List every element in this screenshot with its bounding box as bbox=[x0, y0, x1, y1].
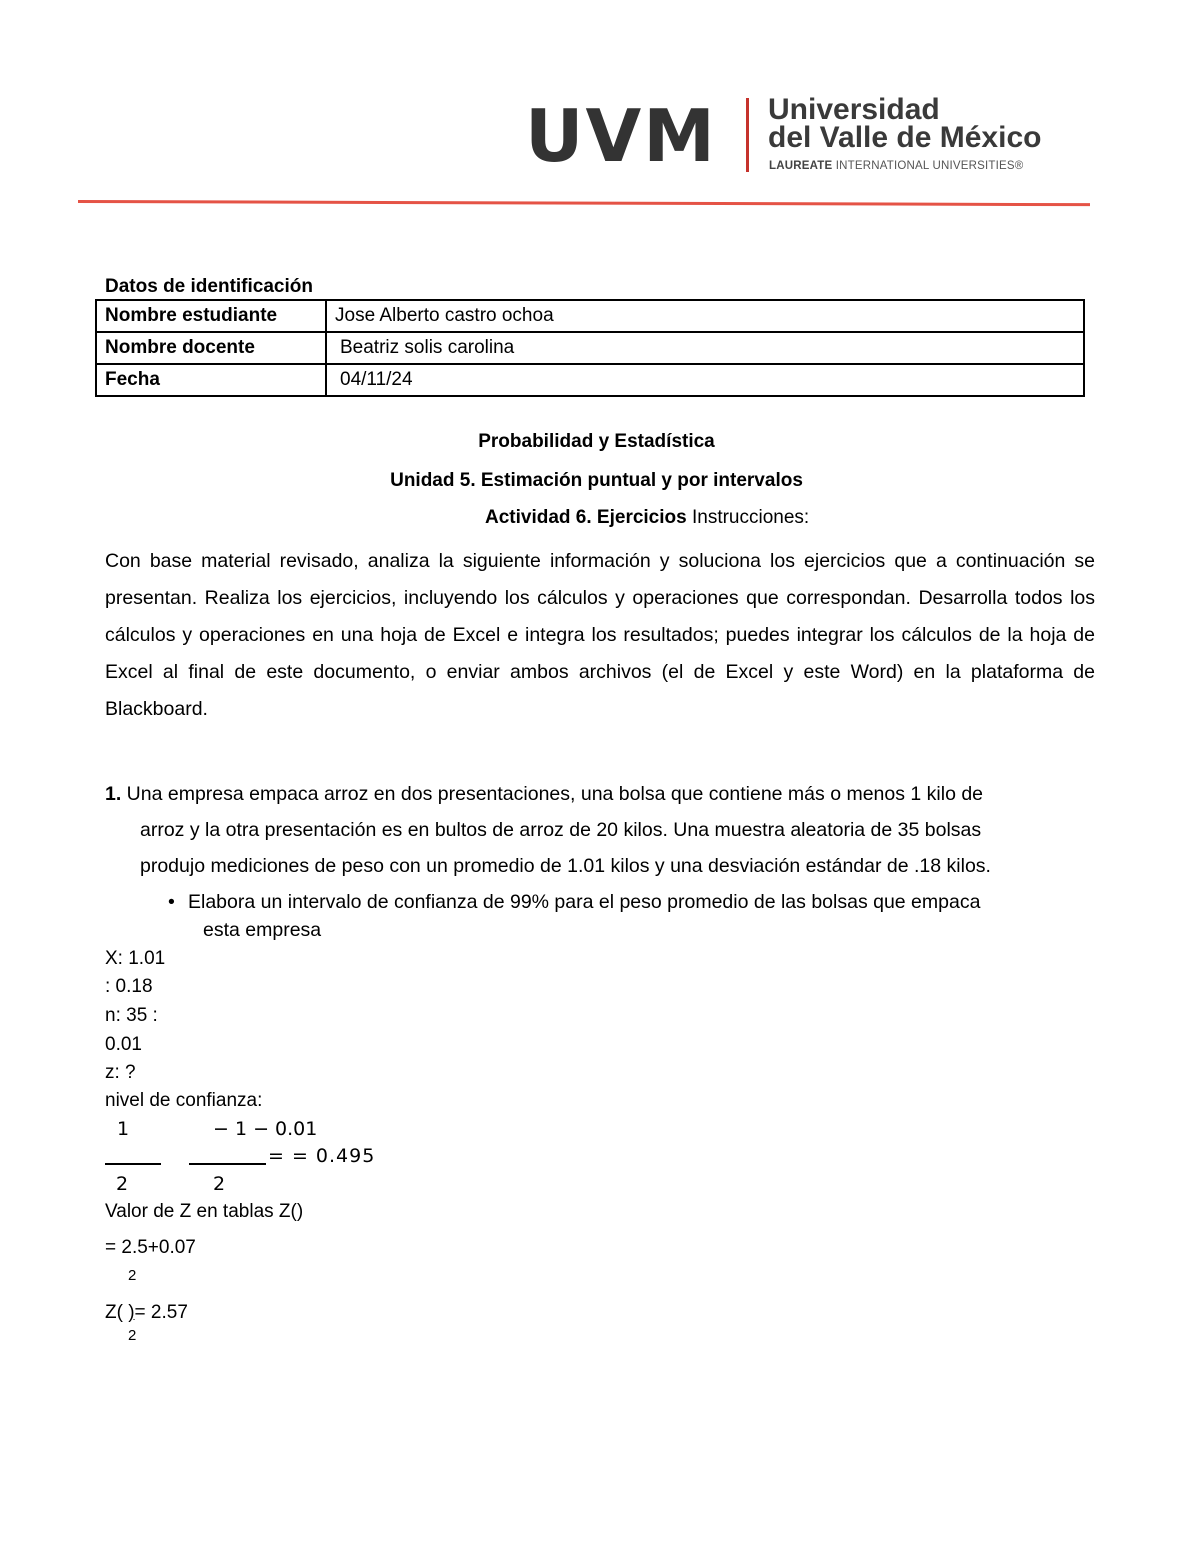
logo-laureate-tagline bbox=[769, 160, 1023, 172]
date-value: 04/11/24 bbox=[326, 364, 1084, 396]
exercise-1 bbox=[105, 776, 1095, 884]
unit-title: Unidad 5. Estimación puntual y por intervalos bbox=[390, 470, 803, 491]
z-result-paren: ) bbox=[128, 1302, 135, 1323]
activity-instructions-label: Instrucciones: bbox=[686, 507, 810, 528]
identification-title: Datos de identificación bbox=[105, 276, 313, 297]
fraction-2-bar bbox=[189, 1163, 266, 1165]
exercise-1-bullet bbox=[168, 888, 1095, 944]
table-row bbox=[96, 364, 1084, 396]
bullet-icon: • bbox=[168, 891, 175, 913]
header-divider bbox=[78, 200, 1090, 206]
instructions-paragraph: Con base material revisado, analiza la siguiente información y soluciona los ejercicios que a continuación se presentan. Realiza los ejercicios, incluyendo los cálculos y operaciones que correspondan. Desarrolla todos los cálculos y operaciones en una hoja de Excel e integra los resultados; puedes integrar los cálculos de la hoja de Excel al final de este documento, o enviar ambos archivos (el de Excel y este Word) en la plataforma de Blackboard. bbox=[105, 550, 1095, 720]
fraction-result: = = 0.495 bbox=[268, 1145, 376, 1167]
calc-std-dev: : 0.18 bbox=[105, 976, 153, 997]
activity-title bbox=[485, 507, 809, 529]
identification-table bbox=[95, 299, 1085, 397]
fraction-1-denominator: 2 bbox=[116, 1173, 129, 1195]
network-words: INTERNATIONAL UNIVERSITIES® bbox=[835, 160, 1024, 172]
z-sum: = 2.5+0.07 bbox=[105, 1237, 196, 1258]
calc-mean: X: 1.01 bbox=[105, 948, 166, 969]
z-result-subscript: 2 bbox=[128, 1327, 137, 1344]
activity-bold: Actividad 6. Ejercicios bbox=[485, 507, 687, 528]
calc-sample-size: n: 35 : bbox=[105, 1005, 158, 1026]
exercise-1-text-1: Una empresa empaca arroz en dos presentaciones, una bolsa que contiene más o menos 1 kilo de bbox=[121, 783, 984, 805]
fraction-2-numerator: − 1 − 0.01 bbox=[213, 1118, 318, 1140]
logo-university-name-2: del Valle de México bbox=[768, 121, 1042, 154]
logo-separator bbox=[746, 98, 749, 172]
table-row bbox=[96, 332, 1084, 364]
z-result-value: = 2.57 bbox=[134, 1302, 188, 1323]
teacher-value: Beatriz solis carolina bbox=[326, 332, 1084, 364]
exercise-1-line-1 bbox=[105, 776, 1095, 812]
exercise-1-line-2: arroz y la otra presentación es en bultos de arroz de 20 kilos. Una muestra aleatoria de 35 bolsas bbox=[140, 819, 982, 841]
student-label: Nombre estudiante bbox=[96, 300, 326, 332]
calc-alpha: 0.01 bbox=[105, 1034, 142, 1055]
bullet-line-2: esta empresa bbox=[203, 919, 322, 941]
date-label: Fecha bbox=[96, 364, 326, 396]
z-result-prefix: Z( bbox=[105, 1302, 129, 1323]
calc-confidence-level: nivel de confianza: bbox=[105, 1090, 263, 1111]
laureate-word: LAUREATE bbox=[769, 160, 833, 172]
exercise-number: 1. bbox=[105, 783, 122, 805]
fraction-1-numerator: 1 bbox=[117, 1118, 130, 1140]
z-sum-subscript: 2 bbox=[128, 1267, 137, 1284]
student-value: Jose Alberto castro ochoa bbox=[326, 300, 1084, 332]
exercise-1-line-3: produjo mediciones de peso con un promedio de 1.01 kilos y una desviación estándar de .18 kilos. bbox=[140, 855, 991, 877]
fraction-2-denominator: 2 bbox=[213, 1173, 226, 1195]
teacher-label: Nombre docente bbox=[96, 332, 326, 364]
uvm-logo-mark: UVM bbox=[525, 94, 717, 178]
bullet-line-1: Elabora un intervalo de confianza de 99% para el peso promedio de las bolsas que empaca bbox=[188, 891, 981, 913]
calc-z: z: ? bbox=[105, 1062, 136, 1083]
z-result bbox=[105, 1302, 188, 1324]
fraction-1-bar bbox=[105, 1163, 161, 1165]
logo-university-name-1: Universidad bbox=[768, 93, 940, 126]
course-title: Probabilidad y Estadística bbox=[478, 431, 715, 452]
table-row bbox=[96, 300, 1084, 332]
z-table-label: Valor de Z en tablas Z() bbox=[105, 1201, 304, 1222]
